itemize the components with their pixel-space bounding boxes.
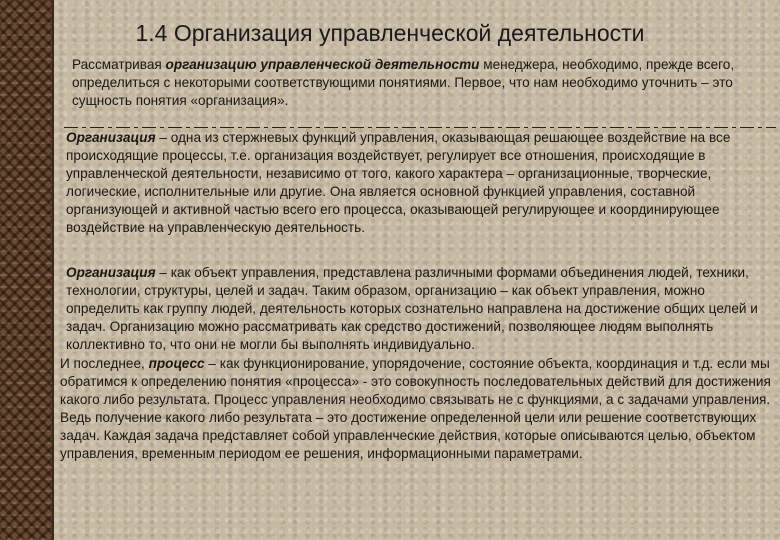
process-text-start: И последнее, [60,356,149,371]
object-text: – как объект управления, представлена различными формами объединения людей, техники, технологии, структуры, целей и задач. Таким образом, организацию – как объект управления, можно определить как группу людей, деятельность которых сознательно направлена на достижение общих целей и задач. Организацию можно рассматривать как средство достижений, позволяющее людям выполнять коллективно то, что они не могли бы выполнять индивидуально. [66,265,758,352]
intro-emphasis: организацию управленческой деятельности [165,57,480,72]
function-paragraph [66,129,774,237]
dashed-separator [64,127,776,128]
process-paragraph [60,355,776,463]
function-term: Организация [66,130,156,145]
intro-text-start: Рассматривая [72,57,166,72]
intro-paragraph [72,56,772,110]
function-text: – одна из стержневых функций управления, оказывающая решающее воздействие на все происходящие процессы, т.е. организация воздействует, регулирует все отношения, происходящие в управленческой деятельности, независимо от того, какого характера – организационные, творческие, логические, исполнительные или другие. Она является основной функцией управления, составной организующей и активной частью всего его процесса, оказывающей регулирующее и координирующее воздействие на управленческую деятельность. [66,130,731,235]
process-text: – как функционирование, упорядочение, состояние объекта, координация и т.д. если мы обратимся к определению понятия «процесса» - это совокупность последовательных действий для достижения какого либо результата. Процесс управления необходимо связывать не с функциями, а с задачами управления. Ведь получение какого либо результата – это достижение определенной цели или решение соответствующих задач. Каждая задача представляет собой управленческие действия, которые описываются целью, объектом управления, временным периодом ее решения, информационными параметрами. [60,356,771,461]
slide-title: 1.4 Организация управленческой деятельности [135,20,645,46]
border-divider [52,0,54,540]
process-term: процесс [148,356,205,371]
decorative-border [0,0,52,540]
intro-text-end: менеджера, необходимо, прежде всего, определиться с некоторыми соответствующими понятиями. Первое, что нам необходимо уточнить – это сущность понятия «организация». [72,57,735,108]
object-paragraph [66,264,774,354]
object-term: Организация [66,265,156,280]
